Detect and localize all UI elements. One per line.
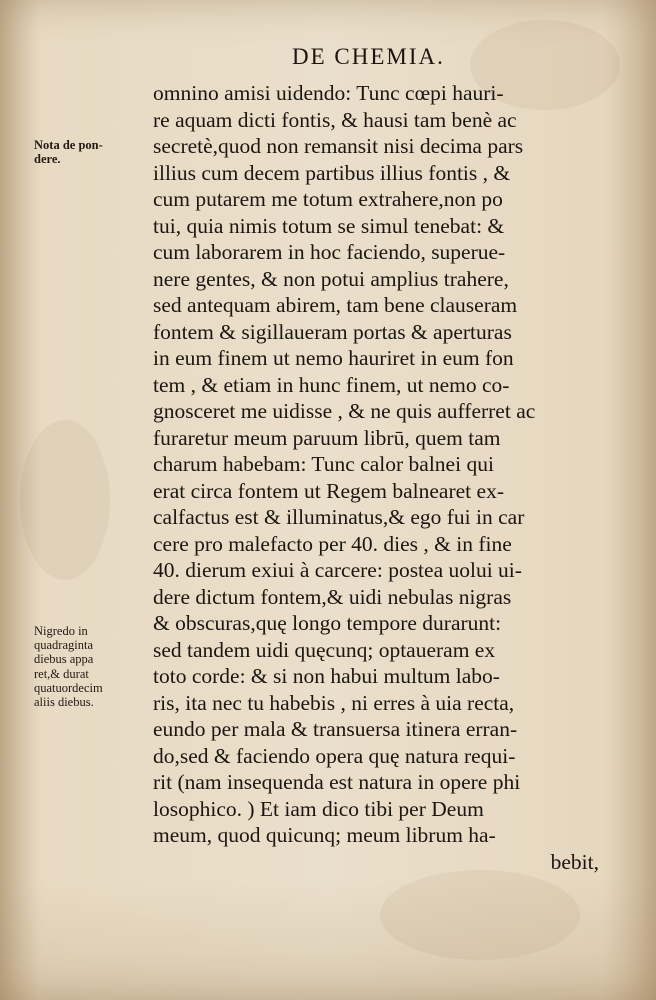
text-line: cere pro malefacto per 40. dies , & in fine <box>153 531 512 556</box>
text-line: erat circa fontem ut Regem balnearet ex- <box>153 478 504 503</box>
text-line: eundo per mala & transuersa itinera erran- <box>153 717 518 741</box>
text-line: do,sed & faciendo opera quę natura requi- <box>153 743 516 768</box>
text-line: re aquam dicti fontis, & hausi tam benè ac <box>153 107 517 132</box>
text-line: sed antequam abirem, tam bene clauseram <box>153 293 518 317</box>
margin-note-line: ret,& durat <box>34 666 89 681</box>
margin-note-line: quadraginta <box>34 638 94 653</box>
margin-note-line: Nigredo in <box>34 624 88 638</box>
text-line: secretè,quod non remansit nisi decima pars <box>153 134 524 158</box>
text-line: fontem & sigillaueram portas & aperturas <box>153 319 512 344</box>
text-line: ris, ita nec tu habebis , ni erres à uia recta, <box>153 690 515 715</box>
text-line: gnosceret me uidisse , & ne quis aufferret ac <box>153 399 536 423</box>
text-line: calfactus est & illuminatus,& ego fui in car <box>153 505 525 529</box>
text-line: cum laborarem in hoc faciendo, superue- <box>153 240 506 264</box>
paper-stain <box>380 870 580 960</box>
text-line: tui, quia nimis totum se simul tenebat: & <box>153 213 505 238</box>
text-line: toto corde: & si non habui multum labo- <box>153 664 500 688</box>
margin-note-nigredo <box>34 624 103 709</box>
text-line: cum putarem me totum extrahere,non po <box>153 187 503 211</box>
running-header: DE CHEMIA. <box>292 44 445 69</box>
text-line: 40. dierum exiui à carcere: postea uolui ui- <box>153 558 522 582</box>
text-line: omnino amisi uidendo: Tunc cœpi hauri- <box>153 81 504 105</box>
margin-note-line: quatuordecim <box>34 680 103 695</box>
text-line: meum, quod quicunq; meum librum ha- <box>153 823 496 847</box>
paper-stain <box>20 420 110 580</box>
catchword: bebit, <box>550 849 599 874</box>
margin-note-line: aliis diebus. <box>34 695 94 710</box>
text-line: illius cum decem partibus illius fontis , & <box>153 160 511 185</box>
margin-note-line: dere. <box>34 152 61 167</box>
text-line: sed tandem uidi quęcunq; optaueram ex <box>153 637 496 662</box>
text-line: charum habebam: Tunc calor balnei qui <box>153 452 494 476</box>
text-line: & obscuras,quę longo tempore durarunt: <box>153 611 502 635</box>
margin-note-line: diebus appa <box>34 652 94 667</box>
text-line: losophico. ) Et iam dico tibi per Deum <box>153 796 484 821</box>
text-line: tem , & etiam in hunc finem, ut nemo co- <box>153 372 510 397</box>
text-line: in eum finem ut nemo hauriret in eum fon <box>153 346 514 370</box>
margin-note-weight <box>34 138 103 166</box>
margin-note-line: Nota de pon- <box>34 138 103 152</box>
text-line: nere gentes, & non potui amplius trahere, <box>153 266 509 291</box>
text-line: rit (nam insequenda est natura in opere phi <box>153 770 521 794</box>
text-line: dere dictum fontem,& uidi nebulas nigras <box>153 584 512 609</box>
text-line: furaretur meum paruum librū, quem tam <box>153 425 501 450</box>
main-text-block <box>153 80 599 875</box>
